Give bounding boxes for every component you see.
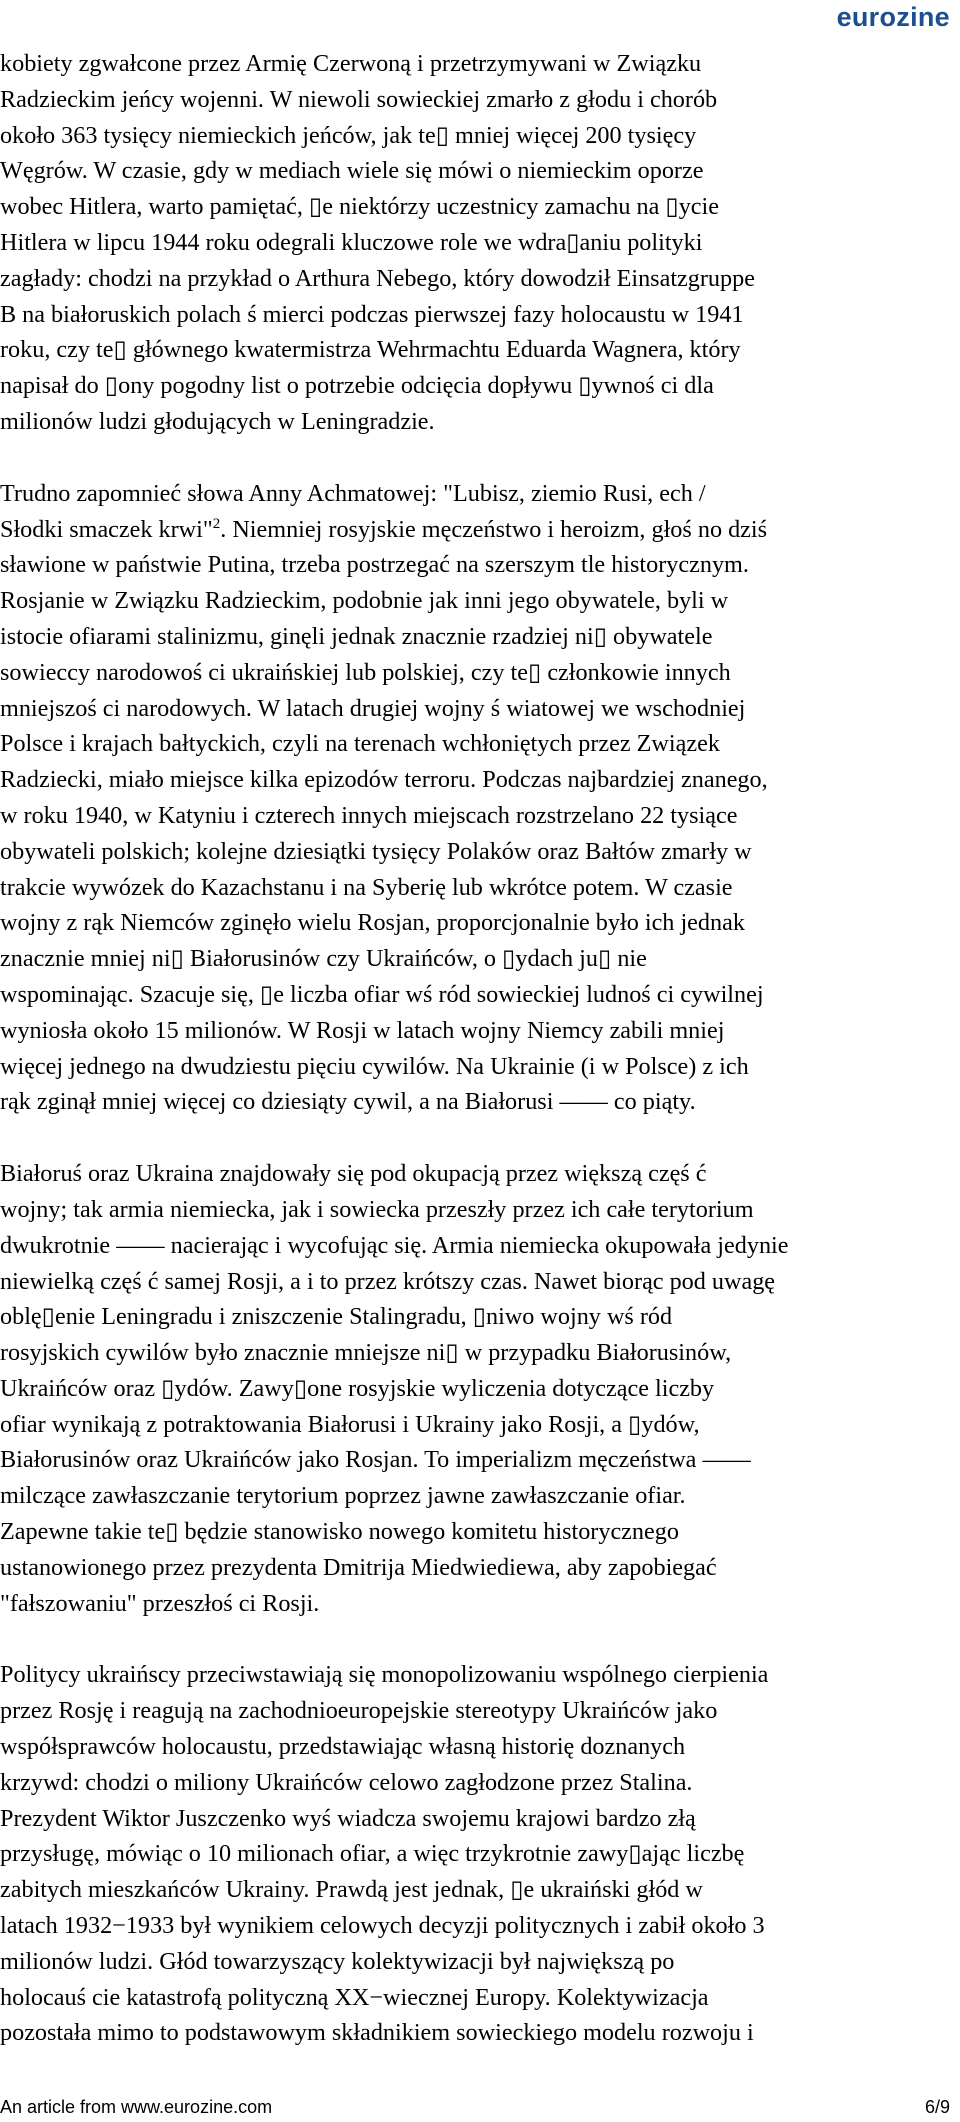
text-line: niewielką częś ć samej Rosji, a i to przez krótszy czas. Nawet biorąc pod uwagę [0,1267,776,1295]
text-line: Rosjanie w Związku Radzieckim, podobnie jak inni jego obywatele, byli w [0,587,729,615]
text-line: milionów ludzi. Głód towarzyszący kolektywizacji był największą po [0,1947,675,1975]
paragraph-2 [0,476,958,1120]
text-line: znacznie mniej ni▯ Białorusinów czy Ukraińców, o ▯ydach ju▯ nie [0,945,647,973]
text-line: wobec Hitlera, warto pamiętać, ▯e niektórzy uczestnicy zamachu na ▯ycie [0,193,719,221]
text-line: wspominając. Szacuje się, ▯e liczba ofiar wś ród sowieckiej ludnoś ci cywilnej [0,980,764,1008]
text-line: zabitych mieszkańców Ukrainy. Prawdą jest jednak, ▯e ukraiński głód w [0,1876,703,1904]
text-line: Polsce i krajach bałtyckich, czyli na terenach wchłoniętych przez Związek [0,730,720,758]
footer-source: An article from www.eurozine.com [0,2097,273,2117]
text-line: rąk zginął mniej więcej co dziesiąty cywil, a na Białorusi —— co piąty. [0,1088,696,1116]
text-line: holocauś cie katastrofą polityczną XX−wiecznej Europy. Kolektywizacja [0,1983,709,2011]
text-line: oblę▯enie Leningradu i zniszczenie Stalingradu, ▯niwo wojny wś ród [0,1303,673,1331]
text-line-tail: . Niemniej rosyjskie męczeństwo i heroizm, głoś no dziś [220,515,768,543]
text-line: rosyjskich cywilów było znacznie mniejsze ni▯ w przypadku Białorusinów, [0,1339,732,1367]
text-line: Węgrów. W czasie, gdy w mediach wiele się mówi o niemieckim oporze [0,157,704,185]
text-line: mniejszoś ci narodowych. W latach drugiej wojny ś wiatowej we wschodniej [0,694,746,722]
text-line: napisał do ▯ony pogodny list o potrzebie odcięcia dopływu ▯ywnoś ci dla [0,372,714,400]
text-line: sowieccy narodowoś ci ukraińskiej lub polskiej, czy te▯ członkowie innych [0,658,731,686]
text-line: latach 1932−1933 był wynikiem celowych decyzji politycznych i zabił około 3 [0,1912,765,1940]
text-line: Białorusinów oraz Ukraińców jako Rosjan. To imperializm męczeństwa —— [0,1446,751,1474]
text-line: roku, czy te▯ głównego kwatermistrza Wehrmachtu Eduarda Wagnera, który [0,336,741,364]
text-line: istocie ofiarami stalinizmu, ginęli jednak znacznie rzadziej ni▯ obywatele [0,622,713,650]
text-line: współsprawców holocaustu, przedstawiając własną historię doznanych [0,1733,686,1761]
text-line: Hitlera w lipcu 1944 roku odegrali kluczowe role we wdra▯aniu polityki [0,228,703,256]
text-line: sławione w państwie Putina, trzeba postrzegać na szerszym tle historycznym. [0,551,749,579]
text-line: ustanowionego przez prezydenta Dmitrija Miedwiediewa, aby zapobiegać [0,1553,717,1581]
text-line: ofiar wynikają z potraktowania Białorusi i Ukrainy jako Rosji, a ▯ydów, [0,1410,700,1438]
text-line: Słodki smaczek krwi" [0,515,213,543]
text-line: Politycy ukraińscy przeciwstawiają się monopolizowaniu wspólnego cierpienia [0,1661,769,1689]
footnote-marker[interactable]: 2 [212,515,221,532]
text-line: Ukraińców oraz ▯ydów. Zawy▯one rosyjskie wyliczenia dotyczące liczby [0,1374,715,1402]
text-line: Zapewne takie te▯ będzie stanowisko nowego komitetu historycznego [0,1518,679,1546]
text-line: B na białoruskich polach ś mierci podczas pierwszej fazy holocaustu w 1941 [0,300,744,328]
text-line: dwukrotnie —— nacierając i wycofując się. Armia niemiecka okupowała jedynie [0,1231,789,1259]
text-line: trakcie wywózek do Kazachstanu i na Syberię lub wkrótce potem. W czasie [0,873,733,901]
text-line: kobiety zgwałcone przez Armię Czerwoną i przetrzymywani w Związku [0,50,702,77]
text-line: "fałszowaniu" przeszłoś ci Rosji. [0,1589,320,1617]
text-line: Radzieckim jeńcy wojenni. W niewoli sowieckiej zmarło z głodu i chorób [0,85,718,113]
text-line: Radziecki, miało miejsce kilka epizodów terroru. Podczas najbardziej znanego, [0,766,768,794]
text-line: wojny; tak armia niemiecka, jak i sowiecka przeszły przez ich całe terytorium [0,1195,754,1223]
text-line: wyniosła około 15 milionów. W Rosji w latach wojny Niemcy zabili mniej [0,1016,725,1044]
text-line: w roku 1940, w Katyniu i czterech innych miejscach rozstrzelano 22 tysiące [0,801,738,829]
paragraph-1 [0,46,958,440]
text-line: Trudno zapomnieć słowa Anny Achmatowej: "Lubisz, ziemio Rusi, ech / [0,479,706,507]
text-line: zagłady: chodzi na przykład o Arthura Nebego, który dowodził Einsatzgruppe [0,264,755,292]
page-number: 6/9 [924,2097,950,2117]
text-line: przysługę, mówiąc o 10 milionach ofiar, a więc trzykrotnie zawy▯ając liczbę [0,1840,745,1868]
text-line: krzywd: chodzi o miliony Ukraińców celowo zagłodzone przez Stalina. [0,1768,693,1796]
text-line: przez Rosję i reagują na zachodnioeuropejskie stereotypy Ukraińców jako [0,1697,718,1725]
paragraph-4 [0,1657,958,2051]
text-line: około 363 tysięcy niemieckich jeńców, jak te▯ mniej więcej 200 tysięcy [0,121,697,149]
text-line: Białoruś oraz Ukraina znajdowały się pod okupacją przez większą częś ć [0,1160,707,1188]
page-footer [0,2097,950,2118]
text-line: wojny z rąk Niemców zginęło wielu Rosjan, proporcjonalnie było ich jednak [0,909,745,937]
text-line: Prezydent Wiktor Juszczenko wyś wiadcza swojemu krajowi bardzo złą [0,1804,696,1832]
eurozine-logo: eurozine [836,2,950,32]
text-line: milionów ludzi głodujących w Leningradzie. [0,407,435,435]
text-line: obywateli polskich; kolejne dziesiątki tysięcy Polaków oraz Bałtów zmarły w [0,837,752,865]
article-body [0,46,958,2051]
text-line: milczące zawłaszczanie terytorium poprzez jawne zawłaszczanie ofiar. [0,1482,686,1510]
text-line: więcej jednego na dwudziestu pięciu cywilów. Na Ukrainie (i w Polsce) z ich [0,1052,749,1080]
paragraph-3 [0,1156,958,1621]
text-line: pozostała mimo to podstawowym składnikiem sowieckiego modelu rozwoju i [0,2019,754,2047]
